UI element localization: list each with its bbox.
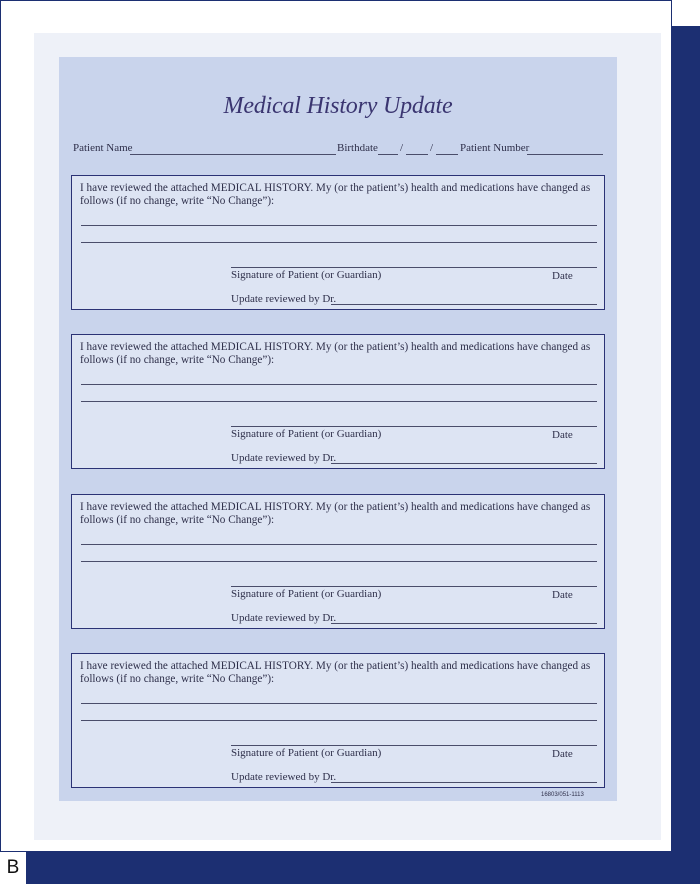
reviewed-by-line[interactable] <box>331 304 597 305</box>
update-statement: I have reviewed the attached MEDICAL HISTORY. My (or the patient’s) health and medications have changed as follows (if no change, write “No Change”): <box>80 182 591 207</box>
signature-line[interactable] <box>231 267 597 268</box>
birthdate-day-field[interactable] <box>406 154 428 155</box>
birthdate-year-field[interactable] <box>436 154 458 155</box>
changes-line[interactable] <box>81 703 597 704</box>
update-panel <box>71 334 605 469</box>
patient-number-label: Patient Number <box>460 142 530 154</box>
navy-border-right <box>672 26 700 884</box>
birthdate-label: Birthdate <box>337 142 378 154</box>
signature-label: Signature of Patient (or Guardian) <box>231 269 382 281</box>
reviewed-by-line[interactable] <box>331 782 597 783</box>
reviewed-by-line[interactable] <box>331 623 597 624</box>
date-label: Date <box>552 429 573 441</box>
signature-label: Signature of Patient (or Guardian) <box>231 588 382 600</box>
update-statement: I have reviewed the attached MEDICAL HISTORY. My (or the patient’s) health and medications have changed as follows (if no change, write “No Change”): <box>80 501 591 526</box>
signature-label: Signature of Patient (or Guardian) <box>231 428 382 440</box>
form-code: 16803/051-1113 <box>541 792 584 798</box>
patient-name-label: Patient Name <box>73 142 133 154</box>
birthdate-separator: / <box>430 142 434 154</box>
changes-line[interactable] <box>81 561 597 562</box>
update-panel <box>71 175 605 310</box>
changes-line[interactable] <box>81 225 597 226</box>
figure-label: B <box>6 857 20 878</box>
patient-number-field[interactable] <box>527 154 603 155</box>
reviewed-by-label: Update reviewed by Dr. <box>231 293 337 305</box>
signature-line[interactable] <box>231 426 597 427</box>
reviewed-by-label: Update reviewed by Dr. <box>231 771 337 783</box>
date-label: Date <box>552 589 573 601</box>
update-panel <box>71 653 605 788</box>
changes-line[interactable] <box>81 384 597 385</box>
navy-border-bottom <box>26 852 700 884</box>
changes-line[interactable] <box>81 544 597 545</box>
reviewed-by-line[interactable] <box>331 463 597 464</box>
changes-line[interactable] <box>81 720 597 721</box>
birthdate-separator: / <box>400 142 404 154</box>
update-statement: I have reviewed the attached MEDICAL HISTORY. My (or the patient’s) health and medications have changed as follows (if no change, write “No Change”): <box>80 660 591 685</box>
birthdate-month-field[interactable] <box>378 154 398 155</box>
signature-line[interactable] <box>231 586 597 587</box>
update-statement: I have reviewed the attached MEDICAL HISTORY. My (or the patient’s) health and medications have changed as follows (if no change, write “No Change”): <box>80 341 591 366</box>
patient-name-field[interactable] <box>130 154 336 155</box>
update-panel <box>71 494 605 629</box>
reviewed-by-label: Update reviewed by Dr. <box>231 452 337 464</box>
date-label: Date <box>552 748 573 760</box>
changes-line[interactable] <box>81 242 597 243</box>
form-title: Medical History Update <box>223 93 453 119</box>
changes-line[interactable] <box>81 401 597 402</box>
signature-line[interactable] <box>231 745 597 746</box>
signature-label: Signature of Patient (or Guardian) <box>231 747 382 759</box>
reviewed-by-label: Update reviewed by Dr. <box>231 612 337 624</box>
date-label: Date <box>552 270 573 282</box>
